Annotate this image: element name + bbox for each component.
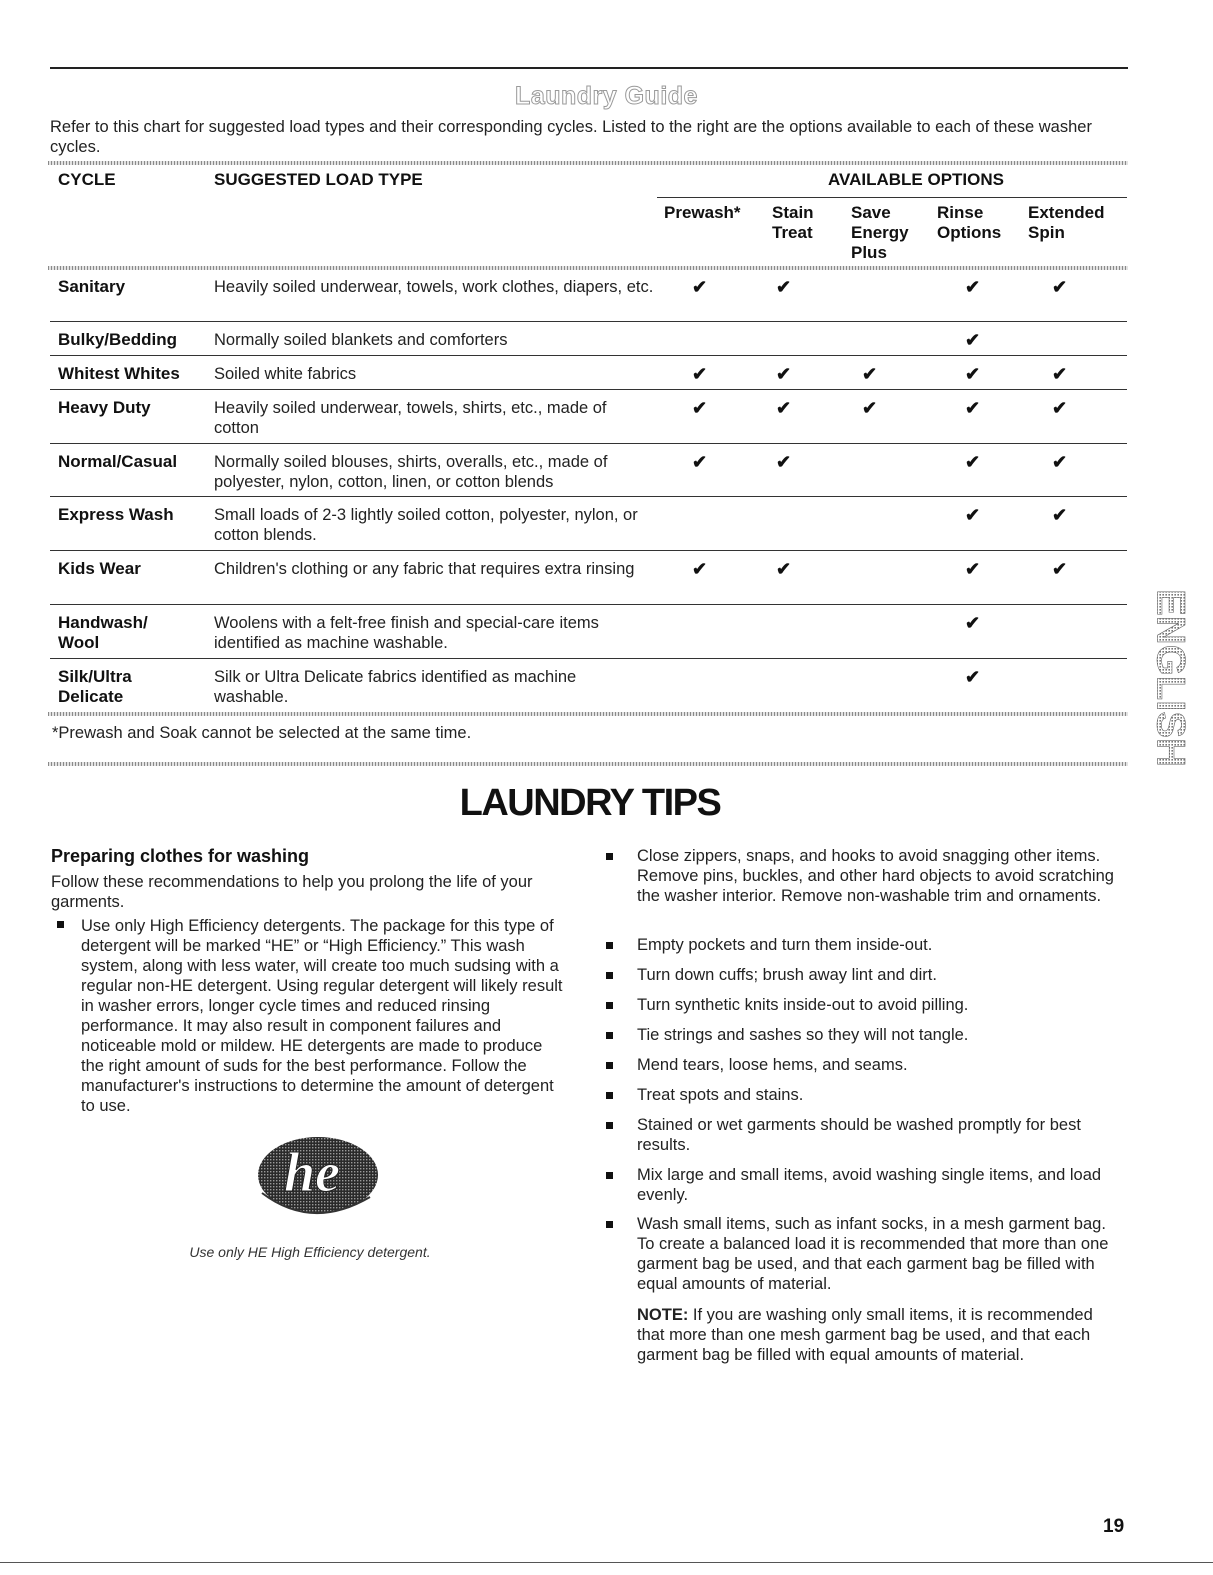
checkmark-icon: ✔: [965, 330, 981, 350]
checkmark-icon: ✔: [965, 452, 981, 472]
english-side-tab: [1148, 568, 1193, 788]
col-header-load: SUGGESTED LOAD TYPE: [214, 170, 423, 189]
table-footnote: *Prewash and Soak cannot be selected at the same time.: [52, 724, 472, 742]
checkmark-icon: ✔: [1052, 398, 1068, 418]
he-detergent-tip: Use only High Efficiency detergents. The package for this type of detergent will be marked “HE” or “High Efficiency.” This wash system, along with less water, will create too much sudsing with a regular non-HE detergent. Using regular detergent will likely result in washer errors, longer cycle times and reduced rinsing performance. It may also result in component failures and noticeable mold or mildew. HE detergents are made to produce the right amount of suds for the best performance. Follow the manufacturer's instructions to determine the amount of detergent to use.: [81, 917, 563, 1115]
checkmark-icon: ✔: [1052, 505, 1068, 525]
checkmark-icon: ✔: [862, 364, 878, 384]
option-header-line: Stain: [772, 203, 814, 222]
top-rule: [50, 67, 1128, 69]
tips-lead: Follow these recommendations to help you prolong the life of your garments.: [51, 873, 533, 911]
checkmark-icon: ✔: [1052, 559, 1068, 579]
checkmark-icon: ✔: [965, 613, 981, 633]
tip-item: Empty pockets and turn them inside-out.: [637, 936, 933, 954]
tip-item: Turn synthetic knits inside-out to avoid pilling.: [637, 996, 969, 1014]
bullet-icon: [606, 853, 613, 860]
hatch-divider: [48, 161, 1128, 165]
option-header-line: Energy: [851, 223, 909, 242]
bullet-icon: [606, 1062, 613, 1069]
tip-item: Treat spots and stains.: [637, 1086, 804, 1104]
load-type: Soiled white fabrics: [214, 365, 357, 383]
checkmark-icon: ✔: [1052, 277, 1068, 297]
load-type: Woolens with a felt-free finish and special-care items identified as machine washable.: [214, 614, 599, 652]
preparing-clothes-heading: Preparing clothes for washing: [51, 846, 310, 866]
checkmark-icon: ✔: [776, 452, 792, 472]
row-divider: [50, 321, 1127, 322]
checkmark-icon: ✔: [965, 277, 981, 297]
load-type: Small loads of 2-3 lightly soiled cotton, polyester, nylon, or cotton blends.: [214, 506, 638, 544]
he-logo-icon: [252, 1135, 384, 1223]
cycle-name: Whitest Whites: [58, 364, 180, 383]
bullet-icon: [606, 1122, 613, 1129]
checkmark-icon: ✔: [776, 398, 792, 418]
row-divider: [50, 604, 1127, 605]
load-type: Normally soiled blouses, shirts, overalls, etc., made of polyester, nylon, cotton, linen, or cotton blends: [214, 453, 608, 491]
row-divider: [50, 496, 1127, 497]
note-paragraph: [637, 1305, 1107, 1365]
option-header-line: Options: [937, 223, 1002, 242]
hatch-divider: [48, 266, 1128, 270]
cycle-name: Bulky/Bedding: [58, 330, 178, 349]
options-header-rule: [657, 197, 1127, 198]
guide-intro: Refer to this chart for suggested load types and their corresponding cycles. Listed to the right are the options available to each of these washer cycles.: [50, 118, 1092, 156]
option-header-line: Extended: [1028, 203, 1105, 222]
load-type: Normally soiled blankets and comforters: [214, 331, 508, 349]
row-divider: [50, 355, 1127, 356]
load-type: Heavily soiled underwear, towels, work clothes, diapers, etc.: [214, 278, 654, 296]
laundry-tips-heading: LAUNDRY TIPS: [459, 782, 721, 824]
option-header-line: Rinse: [937, 203, 984, 222]
load-type: Silk or Ultra Delicate fabrics identified as machine washable.: [214, 668, 577, 706]
page-number: 19: [1103, 1516, 1125, 1537]
laundry-guide-title: Laundry Guide: [515, 82, 698, 110]
tip-item: Wash small items, such as infant socks, in a mesh garment bag. To create a balanced load it is recommended that more than one garment bag be used, and that each garment bag be filled with equal amounts of material.: [637, 1215, 1109, 1293]
checkmark-icon: ✔: [776, 277, 792, 297]
note-text: If you are washing only small items, it is recommended that more than one mesh garment bag be used, and that each garment bag be filled with equal amounts of material.: [637, 1306, 1093, 1364]
col-header-cycle: CYCLE: [58, 170, 116, 189]
cycle-name: Heavy Duty: [58, 398, 151, 417]
load-type: Heavily soiled underwear, towels, shirts, etc., made of cotton: [214, 399, 607, 437]
checkmark-icon: ✔: [776, 559, 792, 579]
checkmark-icon: ✔: [965, 505, 981, 525]
row-divider: [50, 389, 1127, 390]
cycle-name: Express Wash: [58, 505, 174, 524]
tip-item: Tie strings and sashes so they will not tangle.: [637, 1026, 969, 1044]
option-header-line: Plus: [851, 243, 887, 262]
tip-item: Stained or wet garments should be washed promptly for best results.: [637, 1116, 1081, 1154]
bullet-icon: [57, 921, 64, 928]
cycle-name: Sanitary: [58, 277, 126, 296]
checkmark-icon: ✔: [1052, 364, 1068, 384]
he-logo-text: he: [284, 1142, 340, 1204]
tip-item: Mix large and small items, avoid washing single items, and load evenly.: [637, 1166, 1102, 1204]
bullet-icon: [606, 942, 613, 949]
option-header-line: Save: [851, 203, 891, 222]
hatch-divider: [48, 712, 1128, 716]
cycle-name: Normal/Casual: [58, 452, 178, 471]
bullet-icon: [606, 1032, 613, 1039]
cycle-name: Kids Wear: [58, 559, 141, 578]
tip-item: Close zippers, snaps, and hooks to avoid snagging other items. Remove pins, buckles, and other hard objects to avoid scratching the washer interior. Remove non-washable trim and ornaments.: [637, 847, 1114, 905]
bottom-rule: [0, 1562, 1213, 1563]
bullet-icon: [606, 1092, 613, 1099]
option-header-line: Treat: [772, 223, 813, 242]
he-logo-caption: Use only HE High Efficiency detergent.: [189, 1244, 431, 1260]
checkmark-icon: ✔: [692, 364, 708, 384]
option-header-line: Prewash*: [664, 203, 741, 222]
bullet-icon: [606, 1002, 613, 1009]
cycle-name: Silk/Ultra Delicate: [58, 667, 132, 706]
checkmark-icon: ✔: [965, 398, 981, 418]
tip-item: Turn down cuffs; brush away lint and dirt.: [637, 966, 937, 984]
checkmark-icon: ✔: [692, 398, 708, 418]
row-divider: [50, 658, 1127, 659]
col-header-options: AVAILABLE OPTIONS: [828, 170, 1004, 189]
hatch-divider: [48, 762, 1128, 766]
side-tab-label: ENGLISH: [1148, 589, 1193, 767]
checkmark-icon: ✔: [692, 452, 708, 472]
checkmark-icon: ✔: [965, 667, 981, 687]
checkmark-icon: ✔: [692, 559, 708, 579]
note-label: NOTE:: [637, 1306, 689, 1324]
bullet-icon: [606, 972, 613, 979]
checkmark-icon: ✔: [776, 364, 792, 384]
checkmark-icon: ✔: [965, 364, 981, 384]
tip-item: Mend tears, loose hems, and seams.: [637, 1056, 908, 1074]
option-header-line: Spin: [1028, 223, 1065, 242]
checkmark-icon: ✔: [862, 398, 878, 418]
bullet-icon: [606, 1172, 613, 1179]
checkmark-icon: ✔: [692, 277, 708, 297]
checkmark-icon: ✔: [965, 559, 981, 579]
checkmark-icon: ✔: [1052, 452, 1068, 472]
row-divider: [50, 550, 1127, 551]
load-type: Children's clothing or any fabric that requires extra rinsing: [214, 560, 635, 578]
cycle-name: Handwash/ Wool: [58, 613, 148, 652]
row-divider: [50, 443, 1127, 444]
bullet-icon: [606, 1221, 613, 1228]
